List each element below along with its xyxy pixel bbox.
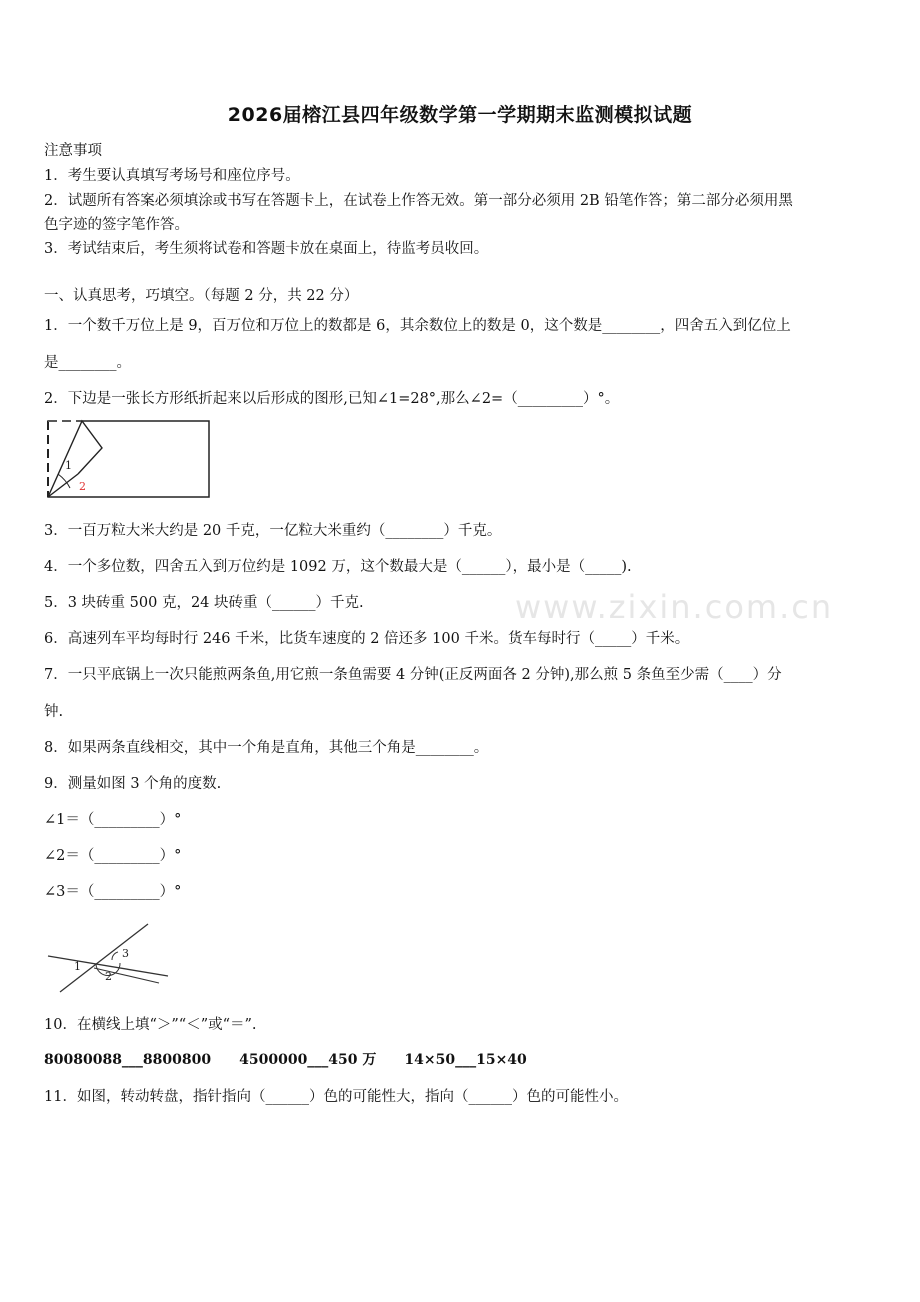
folded-rectangle-figure: [44, 418, 212, 500]
question-1-line1: 1．一个数千万位上是 9，百万位和万位上的数都是 6，其余数位上的数是 0，这个数是________，四舍五入到亿位上: [44, 318, 791, 334]
angle-3-answer: ∠3＝（_________）°: [44, 884, 182, 900]
question-10: 10．在横线上填“＞”“＜”或“＝”.: [44, 1017, 257, 1033]
question-8: 8．如果两条直线相交，其中一个角是直角，其他三个角是________。: [44, 740, 489, 756]
angle-3-label: 3: [122, 947, 129, 960]
notice-item: 1．考生要认真填写考场号和座位序号。: [44, 168, 300, 184]
angle-1-label: 1: [74, 960, 81, 973]
notice-item: 3．考试结束后，考生须将试卷和答题卡放在桌面上，待监考员收回。: [44, 241, 489, 257]
question-5: 5．3 块砖重 500 克，24 块砖重（______）千克.: [44, 595, 364, 611]
section-heading: 一、认真思考，巧填空。（每题 2 分，共 22 分）: [44, 288, 359, 304]
question-2: 2．下边是一张长方形纸折起来以后形成的图形,已知∠1=28°,那么∠2=（_________）°。: [44, 391, 620, 407]
question-6: 6．高速列车平均每时行 246 千米，比货车速度的 2 倍还多 100 千米。货车每时行（_____）千米。: [44, 631, 690, 647]
watermark: www.zixin.com.cn: [515, 588, 834, 626]
question-9: 9．测量如图 3 个角的度数.: [44, 776, 222, 792]
question-11: 11．如图，转动转盘，指针指向（______）色的可能性大，指向（______）色的可能性小。: [44, 1089, 628, 1105]
page-title: 2026届榕江县四年级数学第一学期期末监测模拟试题: [227, 104, 693, 126]
notice-item: 2．试题所有答案必须填涂或书写在答题卡上，在试卷上作答无效。第一部分必须用 2B 铅笔作答；第二部分必须用黑: [44, 193, 793, 209]
angle-2-label: 2: [79, 480, 86, 493]
angle-1-answer: ∠1＝（_________）°: [44, 812, 182, 828]
question-7-line1: 7．一只平底锅上一次只能煎两条鱼,用它煎一条鱼需要 4 分钟(正反两面各 2 分钟),那么煎 5 条鱼至少需（____）分: [44, 667, 782, 683]
angle-1-label: 1: [65, 459, 72, 472]
intersecting-lines-figure: [44, 920, 174, 996]
question-3: 3．一百万粒大米大约是 20 千克，一亿粒大米重约（________）千克。: [44, 523, 502, 539]
notice-item: 色字迹的签字笔作答。: [44, 217, 189, 233]
angle-2-label: 2: [105, 970, 112, 983]
notice-heading: 注意事项: [44, 143, 102, 159]
question-7-line2: 钟.: [44, 704, 64, 720]
question-4: 4．一个多位数，四舍五入到万位约是 1092 万，这个数最大是（______），最小是（_____).: [44, 559, 632, 575]
question-1-line2: 是________。: [44, 355, 131, 371]
angle-2-answer: ∠2＝（_________）°: [44, 848, 182, 864]
question-10-items: 80080088___8800800 4500000___450 万 14×50___15×40: [44, 1052, 527, 1068]
